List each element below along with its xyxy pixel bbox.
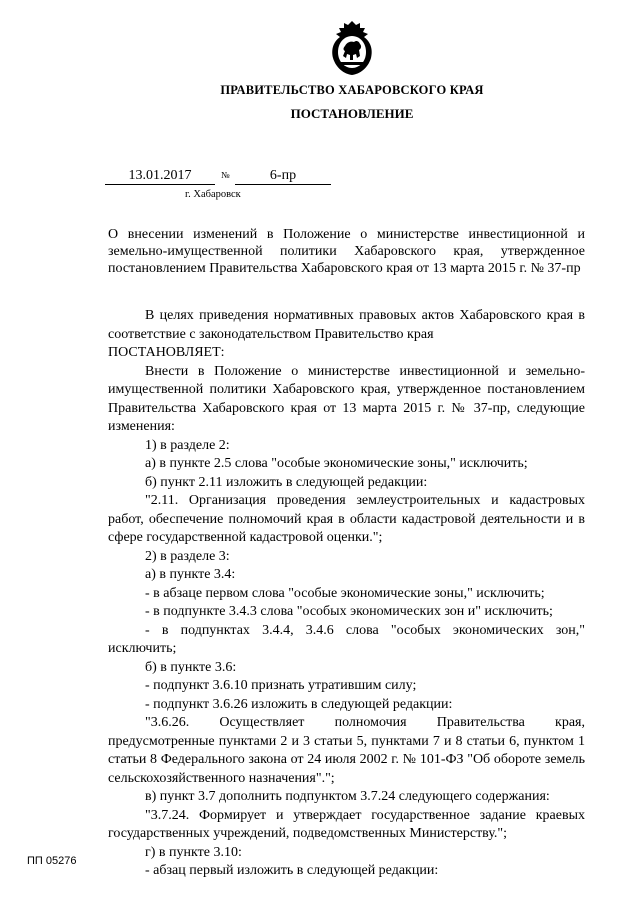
- city: г. Хабаровск: [185, 189, 241, 200]
- footer-code: ПП 05276: [27, 855, 77, 867]
- paragraph: - в подпункте 3.4.3 слова "особых экономических зон и" исключить;: [145, 604, 553, 619]
- paragraph: 2) в разделе 3:: [145, 548, 230, 564]
- document-subject: О внесении изменений в Положение о министерстве инвестиционной и земельно-имущественной политики Хабаровского края, утвержденное постановлением Правительства Хабаровского края от 13 марта 2015 г. № 37-пр: [108, 227, 585, 276]
- paragraph: 1) в разделе 2:: [145, 437, 230, 453]
- paragraph: - в подпунктах 3.4.4, 3.4.6 слова "особых экономических зон," исключить;: [108, 622, 585, 656]
- paragraph: "3.6.26. Осуществляет полномочия Правительства края, предусмотренные пунктами 2 и 3 статьи 5, пунктами 7 и 8 статьи 6, пунктом 1 статьи 8 Федерального закона от 24 июля 2002 г. № 101-ФЗ "Об обороте земель сельскохозяйственного назначения".";: [108, 715, 585, 786]
- paragraph: Внести в Положение о министерстве инвестиционной и земельно-имущественной политики Хабаровского края, утвержденное постановлением Правительства Хабаровского края от 13 марта 2015 г. № 37-пр, следующие изменения:: [108, 363, 585, 434]
- paragraph: а) в пункте 2.5 слова "особые экономические зоны," исключить;: [145, 456, 528, 471]
- paragraph: "3.7.24. Формирует и утверждает государственное задание краевых государственных учреждений, подведомственных Министерству.";: [108, 807, 585, 841]
- paragraph: б) пункт 2.11 изложить в следующей редакции:: [145, 474, 428, 490]
- paragraph: - подпункт 3.6.26 изложить в следующей редакции:: [145, 696, 453, 712]
- paragraph: "2.11. Организация проведения землеустроительных и кадастровых работ, обеспечение полномочий края в области кадастровой деятельности и в сфере государственной кадастровой оценки.";: [108, 493, 585, 545]
- government-title: ПРАВИТЕЛЬСТВО ХАБАРОВСКОГО КРАЯ: [220, 83, 484, 97]
- document-type: ПОСТАНОВЛЕНИЕ: [290, 106, 414, 121]
- number-sign: №: [221, 170, 230, 180]
- paragraph: а) в пункте 3.4:: [145, 567, 236, 582]
- paragraph: - подпункт 3.6.10 признать утратившим силу;: [145, 678, 417, 693]
- coat-of-arms-emblem: [329, 20, 375, 76]
- paragraph-resolves: ПОСТАНОВЛЯЕТ:: [108, 345, 225, 360]
- paragraph: - абзац первый изложить в следующей редакции:: [145, 863, 439, 878]
- paragraph: - в абзаце первом слова "особые экономические зоны," исключить;: [145, 585, 545, 601]
- paragraph: б) в пункте 3.6:: [145, 659, 237, 675]
- paragraph: г) в пункте 3.10:: [145, 844, 242, 860]
- document-number: 6-пр: [235, 167, 331, 185]
- document-date: 13.01.2017: [105, 167, 215, 185]
- date-number-line: [105, 167, 335, 185]
- document-body: [108, 307, 585, 881]
- paragraph: в) пункт 3.7 дополнить подпунктом 3.7.24 следующего содержания:: [145, 789, 550, 804]
- paragraph: В целях приведения нормативных правовых актов Хабаровского края в соответствие с законодательством Правительство края: [108, 308, 585, 342]
